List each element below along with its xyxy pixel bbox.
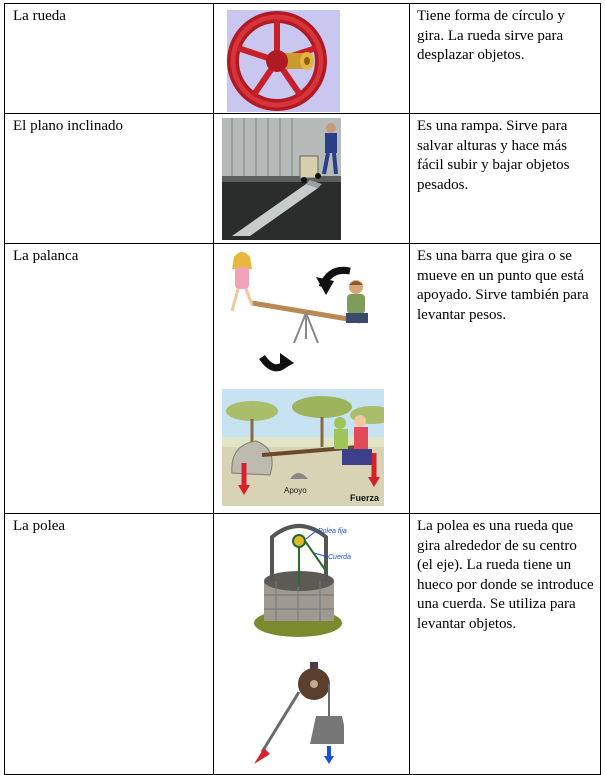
machine-name: La polea (5, 514, 214, 775)
pulley-weight-image (244, 662, 344, 766)
machine-name: La rueda (5, 4, 214, 114)
image-cell (214, 244, 410, 514)
machine-description: Es una rampa. Sirve para salvar alturas y hace más fácil subir y bajar objetos pesados. (410, 114, 601, 244)
table-row (5, 4, 601, 114)
machine-description: Es una barra que gira o se mueve en un punto que está apoyado. Sirve también para levantar pesos. (410, 244, 601, 514)
machine-description: La polea es una rueda que gira alrededor de su centro (el eje). La rueda tiene un hueco por donde se introduce una cuerda. Se utiliza para levantar objetos. (410, 514, 601, 775)
machine-description: Tiene forma de círculo y gira. La rueda sirve para desplazar objetos. (410, 4, 601, 114)
table-row (5, 114, 601, 244)
lever-image (222, 389, 384, 506)
force-label: Fuerza (350, 493, 380, 503)
table-row (5, 244, 601, 514)
image-cell (214, 514, 410, 775)
support-label: Apoyo (284, 486, 307, 495)
simple-machines-table (4, 3, 601, 775)
machine-name: La palanca (5, 244, 214, 514)
fixed-pulley-label: Polea fija (318, 528, 347, 535)
rope-label: Cuerda (328, 554, 351, 561)
image-cell (214, 4, 410, 114)
ramp-image (222, 118, 341, 240)
image-cell (214, 114, 410, 244)
table-row (5, 514, 601, 775)
well-pulley-image (246, 519, 358, 643)
machine-name: El plano inclinado (5, 114, 214, 244)
seesaw-image (222, 247, 392, 379)
wheel-image (227, 10, 340, 112)
